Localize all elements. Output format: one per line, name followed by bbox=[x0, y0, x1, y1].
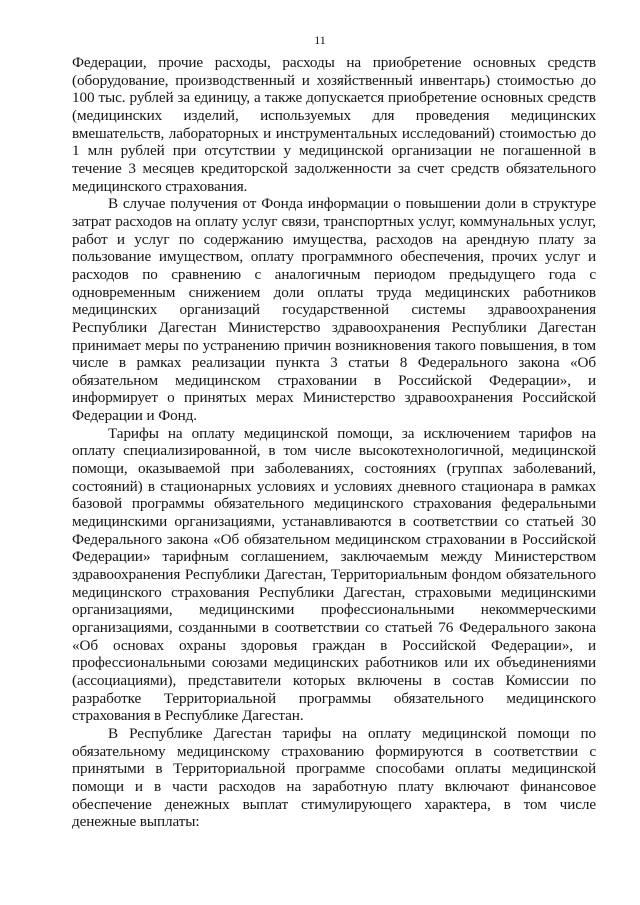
paragraph-dagestan-tariffs: В Республике Дагестан тарифы на оплату медицинской помощи по обязательному медицинскому страхованию формируются в соответствии с принятыми в Территориальной программе способами оплаты медицинской помощи и в части расходов на заработную плату включают финансовое обеспечение денежных выплат стимулирующего характера, в том числе денежные выплаты: bbox=[72, 724, 596, 831]
document-body bbox=[72, 54, 596, 831]
paragraph-tariffs: Тарифы на оплату медицинской помощи, за исключением тарифов на оплату специализированной, в том числе высокотехнологичной, медицинской помощи, оказываемой при заболеваниях, состояниях (группах заболеваний, состояний) в стационарных условиях и условиях дневного стационара в рамках базовой программы обязательного медицинского страхования федеральными медицинскими организациями, устанавливаются в соответствии со статьей 30 Федерального закона «Об обязательном медицинском страховании в Российской Федерации» тарифным соглашением, заключаемым между Министерством здравоохранения Республики Дагестан, Территориальным фондом обязательного медицинского страхования Республики Дагестан, страховыми медицинскими организациями, медицинскими профессиональными некоммерческими организациями, созданными в соответствии со статьей 76 Федерального закона «Об основах охраны здоровья граждан в Российской Федерации», и профессиональными союзами медицинских работников или их объединениями (ассоциациями), представители которых включены в состав Комиссии по разработке Территориальной программы обязательного медицинского страхования в Республике Дагестан. bbox=[72, 424, 596, 725]
page-number: 11 bbox=[314, 33, 326, 47]
paragraph-fund-information: В случае получения от Фонда информации о повышении доли в структуре затрат расходов на оплату услуг связи, транспортных услуг, коммунальных услуг, работ и услуг по содержанию имущества, расходов на арендную плату за пользование имуществом, оплату программного обеспечения, прочих услуг и расходов по сравнению с аналогичным периодом предыдущего года с одновременным снижением доли оплаты труда медицинских работников медицинских организаций государственной системы здравоохранения Республики Дагестан Министерство здравоохранения Республики Дагестан принимает меры по устранению причин возникновения такого повышения, в том числе в рамках реализации пункта 3 статьи 8 Федерального закона «Об обязательном медицинском страховании в Российской Федерации», и информирует о принятых мерах Министерство здравоохранения Российской Федерации и Фонд. bbox=[72, 195, 596, 425]
paragraph-continuation: Федерации, прочие расходы, расходы на приобретение основных средств (оборудование, производственный и хозяйственный инвентарь) стоимостью до 100 тыс. рублей за единицу, а также допускается приобретение основных средств (медицинских изделий, используемых для проведения медицинских вмешательств, лабораторных и инструментальных исследований) стоимостью до 1 млн рублей при отсутствии у медицинской организации не погашенной в течение 3 месяцев кредиторской задолженности за счет средств обязательного медицинского страхования. bbox=[72, 54, 596, 195]
